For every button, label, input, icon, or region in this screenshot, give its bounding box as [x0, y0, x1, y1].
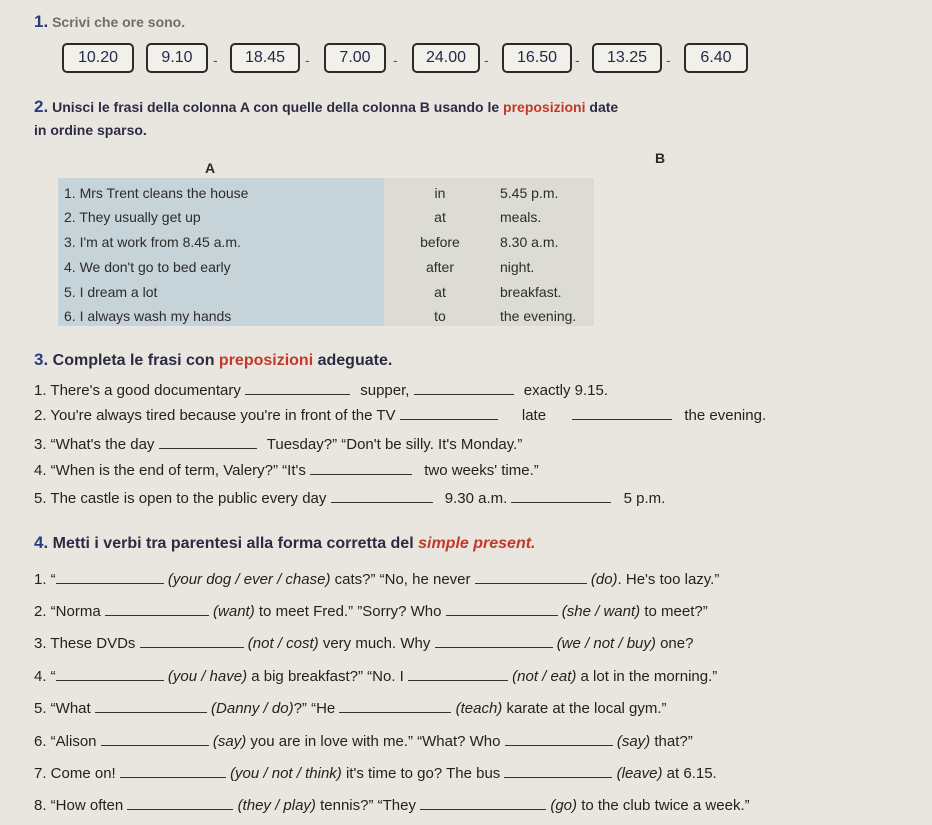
exercise-2-number: 2. — [34, 97, 49, 116]
sentence-text: a lot in the morning.” — [580, 668, 718, 685]
time-box-1: 10.20 — [62, 43, 134, 73]
sentence-text: at 6.15. — [666, 765, 717, 782]
sentence-text: ?” “He — [293, 700, 336, 717]
sentence-text: 5. “What — [34, 700, 91, 717]
answer-blank[interactable] — [435, 633, 553, 648]
exercise-1-number: 1. — [34, 12, 49, 31]
time-box-3: 18.45 — [230, 43, 300, 73]
col-b-item: 8.30 a.m. — [500, 234, 559, 250]
sentence-text: exactly 9.15. — [523, 382, 609, 399]
exercise-3-number: 3. — [34, 350, 49, 369]
answer-blank[interactable] — [56, 569, 164, 584]
column-a-label: A — [205, 160, 216, 176]
ex4-sentence-2 — [34, 601, 708, 620]
sentence-text: . He's too lazy.” — [617, 571, 720, 588]
sentence-text: 1. There's a good documentary — [34, 382, 241, 399]
exercise-2-title-line2: in ordine sparso. — [34, 122, 147, 138]
verb-hint: (your dog / ever / chase) — [167, 571, 331, 588]
verb-hint: (not / cost) — [247, 635, 319, 652]
exercise-4-number: 4. — [34, 533, 49, 552]
sentence-text: to meet?” — [644, 603, 708, 620]
verb-hint: (Danny / do) — [211, 700, 294, 717]
ex4-sentence-8 — [34, 795, 750, 814]
verb-hint: (you / not / think) — [230, 765, 342, 782]
sentence-text: a big breakfast?” “No. I — [251, 668, 404, 685]
answer-blank[interactable] — [414, 380, 514, 395]
answer-blank[interactable] — [420, 795, 546, 810]
preposition: at — [434, 284, 446, 300]
sentence-text: 4. “ — [34, 668, 56, 685]
time-box-8: 6.40 — [684, 43, 748, 73]
ex3-sentence-2 — [34, 405, 766, 424]
sentence-text: 6. “Alison — [34, 733, 97, 750]
answer-blank[interactable] — [95, 698, 207, 713]
sentence-text: Tuesday?” “Don't be silly. It's Monday.” — [266, 436, 523, 453]
sentence-text: cats?” “No, he never — [334, 571, 471, 588]
answer-blank[interactable] — [475, 569, 587, 584]
preposition: after — [425, 259, 454, 275]
ex3-sentence-3 — [34, 434, 522, 453]
col-a-item: 1. Mrs Trent cleans the house — [64, 185, 249, 201]
sentence-text: two weeks' time.” — [424, 462, 539, 479]
col-a-item: 3. I'm at work from 8.45 a.m. — [64, 234, 241, 250]
sentence-text: 1. “ — [34, 571, 56, 588]
answer-blank[interactable] — [331, 488, 433, 503]
verb-hint: (they / play) — [237, 797, 316, 814]
sentence-text: 4. “When is the end of term, Valery?” “It's — [34, 462, 306, 479]
answer-blank[interactable] — [505, 731, 613, 746]
exercise-2-heading — [34, 97, 618, 117]
col-a-item: 6. I always wash my hands — [64, 308, 232, 324]
separator-dash: - — [393, 52, 398, 68]
ex4-sentence-6 — [34, 731, 693, 750]
sentence-text: the evening. — [684, 407, 767, 424]
verb-hint: (she / want) — [561, 603, 641, 620]
sentence-text: 3. “What's the day — [34, 436, 155, 453]
time-box-7: 13.25 — [592, 43, 662, 73]
col-b-item: 5.45 p.m. — [500, 185, 559, 201]
separator-dash: - — [213, 52, 218, 68]
verb-hint: (say) — [616, 733, 651, 750]
exercise-3-heading — [34, 350, 392, 370]
col-b-item: night. — [500, 259, 535, 275]
verb-hint: (do) — [590, 571, 618, 588]
preposition: before — [420, 234, 460, 250]
col-b-item: the evening. — [500, 308, 577, 324]
sentence-text: it's time to go? The bus — [345, 765, 501, 782]
sentence-text: 2. “Norma — [34, 603, 101, 620]
ex3-sentence-4 — [34, 460, 539, 479]
answer-blank[interactable] — [511, 488, 611, 503]
col-b-item: breakfast. — [500, 284, 562, 300]
sentence-text: tennis?” “They — [320, 797, 416, 814]
exercise-1-title: Scrivi che ore sono. — [52, 14, 186, 30]
verb-hint: (teach) — [455, 700, 503, 717]
time-box-2: 9.10 — [146, 43, 208, 73]
answer-blank[interactable] — [245, 380, 350, 395]
exercise-3-title-highlight: preposizioni — [218, 352, 314, 369]
exercise-3-title: Completa le frasi con — [52, 352, 215, 369]
sentence-text: late — [521, 407, 547, 424]
sentence-text: to meet Fred.” ”Sorry? Who — [258, 603, 442, 620]
answer-blank[interactable] — [408, 666, 508, 681]
answer-blank[interactable] — [446, 601, 558, 616]
ex3-sentence-5 — [34, 488, 665, 507]
col-a-item: 4. We don't go to bed early — [64, 259, 231, 275]
exercise-4-title-highlight: simple present. — [418, 535, 536, 552]
verb-hint: (you / have) — [167, 668, 248, 685]
sentence-text: to the club twice a week.” — [581, 797, 750, 814]
ex4-sentence-4 — [34, 666, 717, 685]
preposition: in — [434, 185, 446, 201]
answer-blank[interactable] — [572, 405, 672, 420]
verb-hint: (not / eat) — [512, 668, 577, 685]
col-a-item: 2. They usually get up — [64, 209, 201, 225]
sentence-text: 7. Come on! — [34, 765, 116, 782]
answer-blank[interactable] — [159, 434, 257, 449]
ex4-sentence-1 — [34, 569, 719, 588]
exercise-2-title-end: date — [589, 99, 619, 115]
exercise-1-heading — [34, 12, 185, 32]
preposition: to — [434, 308, 446, 324]
answer-blank[interactable] — [101, 731, 209, 746]
exercise-4-heading — [34, 533, 535, 553]
answer-blank[interactable] — [140, 633, 244, 648]
col-a-item: 5. I dream a lot — [64, 284, 158, 300]
sentence-text: supper, — [360, 382, 410, 399]
sentence-text: that?” — [654, 733, 693, 750]
separator-dash: - — [484, 52, 489, 68]
answer-blank[interactable] — [105, 601, 209, 616]
ex4-sentence-7 — [34, 763, 717, 782]
sentence-text: 8. “How often — [34, 797, 124, 814]
sentence-text: 2. You're always tired because you're in front of the TV — [34, 407, 396, 424]
verb-hint: (want) — [213, 603, 255, 620]
verb-hint: (go) — [550, 797, 578, 814]
verb-hint: (say) — [212, 733, 247, 750]
answer-blank[interactable] — [504, 763, 612, 778]
verb-hint: (leave) — [616, 765, 663, 782]
exercise-3-title-end: adeguate. — [317, 352, 393, 369]
time-box-6: 16.50 — [502, 43, 572, 73]
verb-hint: (we / not / buy) — [556, 635, 656, 652]
preposition: at — [434, 209, 446, 225]
exercise-2-title-highlight: preposizioni — [503, 99, 586, 115]
answer-blank[interactable] — [56, 666, 164, 681]
column-b-label: B — [655, 150, 666, 166]
sentence-text: karate at the local gym.” — [506, 700, 667, 717]
sentence-text: 5 p.m. — [623, 490, 666, 507]
separator-dash: - — [305, 52, 310, 68]
ex4-sentence-5 — [34, 698, 667, 717]
col-b-item: meals. — [500, 209, 542, 225]
separator-dash: - — [666, 52, 671, 68]
separator-dash: - — [575, 52, 580, 68]
exercise-4-title: Metti i verbi tra parentesi alla forma corretta del — [52, 535, 414, 552]
sentence-text: you are in love with me.” “What? Who — [250, 733, 501, 750]
sentence-text: very much. Why — [322, 635, 431, 652]
exercise-2-title: Unisci le frasi della colonna A con quelle della colonna B usando le — [52, 99, 500, 115]
sentence-text: 5. The castle is open to the public every day — [34, 490, 327, 507]
time-box-5: 24.00 — [412, 43, 480, 73]
sentence-text: 3. These DVDs — [34, 635, 136, 652]
answer-blank[interactable] — [127, 795, 233, 810]
answer-blank[interactable] — [400, 405, 498, 420]
sentence-text: 9.30 a.m. — [444, 490, 508, 507]
ex3-sentence-1 — [34, 380, 608, 399]
sentence-text: one? — [660, 635, 694, 652]
time-box-4: 7.00 — [324, 43, 386, 73]
answer-blank[interactable] — [339, 698, 451, 713]
answer-blank[interactable] — [120, 763, 226, 778]
answer-blank[interactable] — [310, 460, 412, 475]
ex4-sentence-3 — [34, 633, 693, 652]
